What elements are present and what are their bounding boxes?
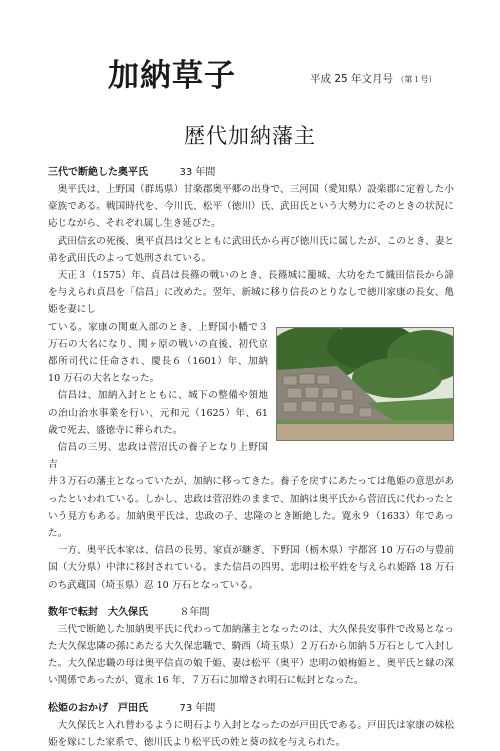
section-okubo [48,604,454,690]
castle-stone-wall-photo [276,327,454,441]
paragraph: 信昌は、加納入封とともに、城下の整備や領地の治山治水事業を行い、元和元（1625）年、61 歳で死去、盛徳寺に葬られた。 [48,390,268,436]
paragraph: 武田信玄の死後、奥平貞昌は父とともに武田氏から再び徳川氏に属したが、このとき、妻と弟を武田氏のよって処刑されている。 [48,235,454,264]
paragraph: 三代で断絶した加納奥平氏に代わって加納藩主となったのは、大久保長安事件で改易となった大久保忠隣の孫にあたる大久保忠職で、騎西（埼玉県）２万石から加納５万石として入封した。大久保忠職の母は奥平信貞の娘千姫、妻は松平（奥平）忠明の娘梅姫と、奥平氏と縁の深い関係であったが、寛永 16 年、７万石に加増され明石に転封となった。 [48,623,454,687]
section-heading [48,164,454,181]
section-years: 33 年間 [179,167,216,178]
wrap-text-column [48,319,268,474]
paragraph: ている。家康の関東入部のとき、上野国小幡で３万石の大名になり、関ヶ原の戦いの直後、初代京都所司代に任命され、慶長６（1601）年、加納 10 万石の大名となった。 [48,321,268,385]
page-title: 歴代加納藩主 [184,124,316,148]
paragraph: 大久保氏と入れ替わるように明石より入封となったのが戸田氏である。戸田氏は家康の妹松姫を嫁にした家系で、徳川氏より松平氏の姓と葵の紋を与えられた。 [48,719,454,748]
section-heading [48,700,454,717]
issue-number: （第１号） [396,75,437,84]
paragraph: 奥平氏は、上野国（群馬県）甘楽郡奥平郷の出身で、三河国（愛知県）設楽郡に定着した小豪族である。戦国時代を、今川氏、松平（徳川）氏、武田氏という大勢力にそのときの状況に応じながら、それぞれ属し生き延びた。 [48,184,454,230]
paragraph: 一方、奥平氏本家は、信昌の長男、家貞が継ぎ、下野国（栃木県）宇都宮 10 万石の与豊前国（大分県）中津に移封されている。また信昌の四男、忠明は松平姓を与えられ姫路 18 万石のち武蔵国（埼玉県）忍 10 万石となっている。 [48,545,454,591]
photo-image [277,328,453,440]
section-heading-text: 三代で断絶した奥平氏 [48,167,148,178]
section-toda [48,700,454,751]
issue-info [310,71,436,86]
paragraph: 信昌の三男、忠政は菅沼氏の養子となり上野国吉 [48,442,268,471]
issue-date: 平成 25 年文月号 [310,73,394,85]
section-years: ８年間 [179,606,210,618]
masthead-title: 加納草子 [108,58,236,94]
paragraph: 井３万石の藩主となっていたが、加納に移ってきた。養子を戻すにあたっては亀姫の意思があったといわれている。しかし、忠政は菅沼姓のままで、加納は奥平氏から菅沼氏に代わったという見方もある。加納奥平氏は、忠政の子、忠隆のとき断絶した。寛永９（1633）年であった。 [48,476,454,540]
text-photo-row [48,319,454,474]
paragraph: 天正３（1575）年、貞昌は長篠の戦いのとき、長篠城に籠城、大功をたて織田信長から諱を与えられ貞昌を「信昌」に改めた。翌年、新城に移り信長のとりなしで徳川家康の長女、亀姫を妻にし [48,270,454,316]
section-years: 73 年間 [179,702,216,714]
section-okudaira [48,164,454,594]
article-body [48,164,454,751]
section-heading-text: 数年で転封 大久保氏 [48,606,148,618]
section-heading-text: 松姫のおかげ 戸田氏 [48,702,148,714]
section-heading [48,604,454,621]
